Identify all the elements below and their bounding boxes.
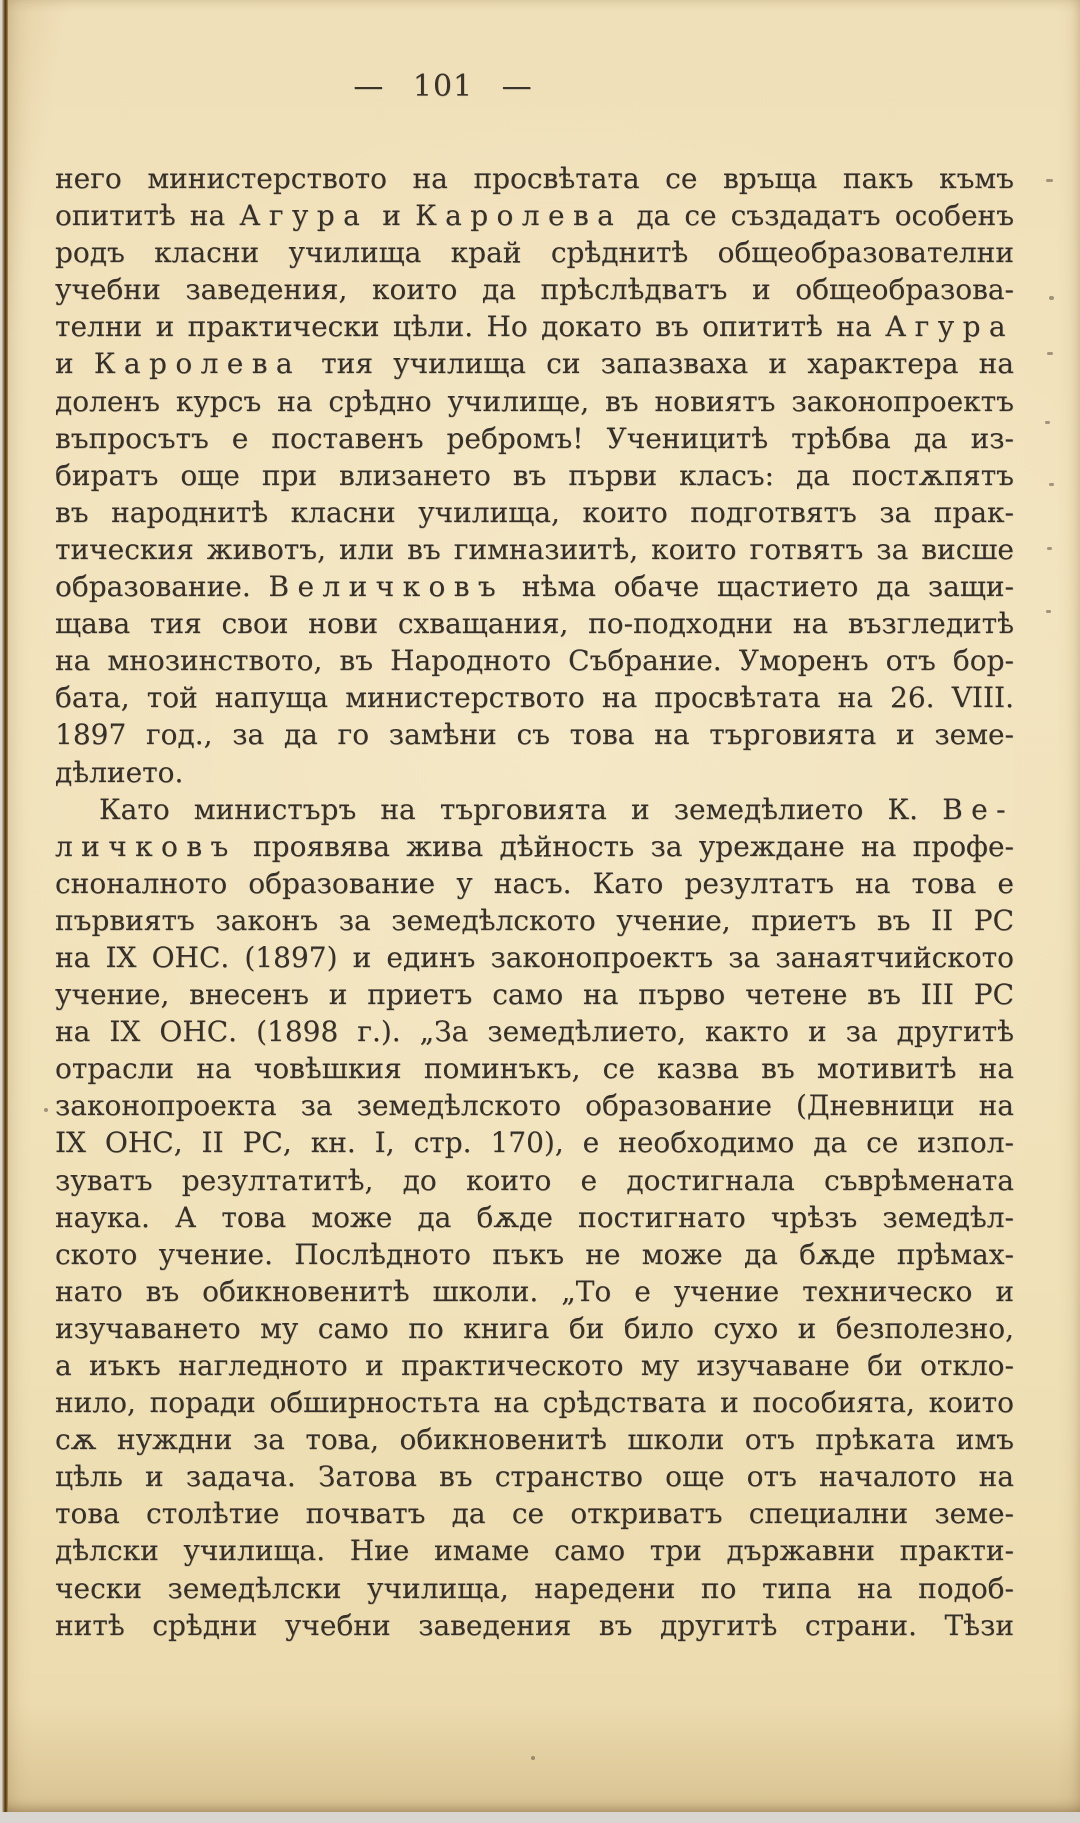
text-line: [55, 1607, 1014, 1644]
text-segment: телни и практически цѣли. Но докато въ опититѣ на: [55, 310, 886, 344]
text-segment: зуватъ резултатитѣ, до които е достигнала съврѣмената: [55, 1163, 1014, 1197]
text-line: [55, 902, 1014, 939]
text-segment: дѣлието.: [55, 755, 184, 789]
text-segment: чески земедѣлски училища, наредени по типа на подоб-: [55, 1571, 1014, 1605]
text-segment: да се създадатъ особенъ: [622, 199, 1015, 233]
text-line: [55, 865, 1014, 902]
scan-speck: [44, 1108, 48, 1112]
text-line: [55, 1236, 1014, 1273]
text-line: [55, 1162, 1014, 1199]
text-segment: сноналното образование у насъ. Като резултатъ на това е: [55, 866, 1014, 900]
scan-speck: [531, 1756, 535, 1760]
text-line: [55, 160, 1014, 197]
text-segment: тия училища си запазваха и характера на: [301, 347, 1015, 381]
scan-speck: [1047, 547, 1052, 550]
text-line: [55, 1273, 1014, 1310]
text-segment: нило, поради обширностьта на срѣдствата и пособията, които: [55, 1386, 1014, 1420]
page-text: [55, 160, 1014, 1644]
text-segment: на IX ОНС. (1898 г.). „За земедѣлието, както и за другитѣ: [55, 1015, 1014, 1049]
text-line: [55, 1570, 1014, 1607]
text-segment: въ народнитѣ класни училища, които подготвятъ за прак-: [55, 495, 1014, 529]
letterspaced-name: Ве-: [942, 792, 1014, 826]
text-line: [55, 383, 1014, 420]
text-segment: законопроекта за земедѣлското образование (Дневници на: [55, 1089, 1014, 1123]
scan-speck: [1046, 179, 1053, 182]
text-segment: първиятъ законъ за земедѣлското учение, приетъ въ II РС: [55, 903, 1014, 937]
text-line: [55, 308, 1014, 345]
text-segment: на мнозинството, въ Народното Събрание. Уморенъ отъ бор-: [55, 644, 1014, 678]
text-line: [55, 345, 1014, 382]
text-segment: тическия животъ, или въ гимназиитѣ, които готвятъ за висше: [55, 532, 1014, 566]
text-segment: а иъкъ нагледното и практическото му изучаване би откло-: [55, 1349, 1014, 1382]
text-line: [55, 234, 1014, 271]
text-segment: родъ класни училища край срѣднитѣ общеобразователни: [55, 236, 1014, 270]
text-segment: дѣлски училища. Ние имаме само три държавни практи-: [55, 1534, 1014, 1568]
letterspaced-name: Агура: [239, 199, 369, 233]
letterspaced-name: Каролева: [415, 199, 623, 233]
text-segment: изучаването му само по книга би било сухо и безполезно,: [55, 1311, 1014, 1345]
text-segment: щава тия свои нови схващания, по-подходни на възгледитѣ: [55, 607, 1014, 641]
text-line: [55, 605, 1014, 642]
text-segment: 1897 год., за да го замѣни съ това на търговията и земе-: [55, 718, 1014, 752]
text-segment: ското учение. Послѣдното пъкъ не може да бѫде прѣмах-: [55, 1237, 1014, 1271]
text-line: [55, 457, 1014, 494]
text-segment: биратъ още при влизането въ първи класъ: да постѫпятъ: [55, 458, 1014, 492]
text-segment: това столѣтие почватъ да се откриватъ специални земе-: [55, 1497, 1014, 1531]
scan-speck: [1047, 352, 1053, 355]
text-line: [55, 1050, 1014, 1087]
text-segment: цѣль и задача. Затова въ странство още отъ началото на: [55, 1460, 1014, 1494]
book-page-paper: [2, 0, 1080, 1812]
text-segment: сѫ нуждни за това, обикновенитѣ школи отъ прѣката имъ: [55, 1423, 1014, 1457]
text-line: [55, 197, 1014, 234]
text-line: [55, 754, 1014, 791]
text-line: [55, 568, 1014, 605]
scan-speck: [1049, 296, 1054, 300]
text-segment: наука. А това може да бѫде постигнато чрѣзъ земедѣл-: [55, 1200, 1014, 1234]
text-line: [55, 1087, 1014, 1124]
letterspaced-name: Агура: [885, 310, 1014, 344]
book-spine-shadow: [2, 0, 8, 1812]
text-line: [55, 1421, 1014, 1458]
text-segment: въпросътъ е поставенъ ребромъ! Ученицитѣ трѣбва да из-: [55, 421, 1014, 455]
text-segment: на IX ОНС. (1897) и единъ законопроектъ за занаятчийското: [55, 940, 1014, 974]
text-line: [55, 1458, 1014, 1495]
text-segment: учебни заведения, които да прѣслѣдватъ и общеобразова-: [55, 273, 1014, 307]
text-segment: учение, внесенъ и приетъ само на първо четене въ III РС: [55, 978, 1014, 1012]
text-line: [55, 271, 1014, 308]
text-segment: опититѣ на: [55, 199, 240, 233]
text-line: [55, 716, 1014, 753]
text-segment: IX ОНС, II РС, кн. I, стр. 170), е необходимо да се изпол-: [55, 1126, 1014, 1160]
scan-speck: [1046, 610, 1051, 613]
text-segment: Като министъръ на търговията и земедѣлието К.: [99, 792, 943, 826]
text-line: [55, 1495, 1014, 1532]
text-line: [55, 1310, 1014, 1347]
text-segment: нато въ обикновенитѣ школи. „То е учение техническо и: [55, 1274, 1014, 1308]
text-segment: и: [55, 347, 94, 381]
text-line: [55, 494, 1014, 531]
text-line: [55, 939, 1014, 976]
letterspaced-name: Величковъ: [268, 570, 505, 604]
text-segment: нѣма обаче щастието да защи-: [504, 570, 1014, 604]
text-line: [55, 531, 1014, 568]
text-line: [55, 1384, 1014, 1421]
page-number: — 101 —: [353, 69, 533, 104]
text-segment: отрасли на човѣшкия поминъкъ, се казва въ мотивитѣ на: [55, 1052, 1014, 1086]
letterspaced-name: личковъ: [55, 829, 237, 863]
text-line: [55, 1013, 1014, 1050]
text-line: [55, 828, 1014, 865]
text-line: [55, 976, 1014, 1013]
scan-speck: [1045, 421, 1050, 424]
text-segment: образование.: [55, 570, 269, 604]
text-line: [55, 642, 1014, 679]
scan-speck: [1049, 483, 1054, 486]
text-segment: нитѣ срѣдни учебни заведения въ другитѣ страни. Тѣзи: [55, 1608, 1014, 1642]
text-line: [55, 1199, 1014, 1236]
text-segment: него министерството на просвѣтата се връща пакъ къмъ: [55, 162, 1014, 195]
text-segment: бата, той напуща министерството на просвѣтата на 26. VIII.: [55, 681, 1014, 715]
text-segment: и: [368, 199, 416, 233]
text-line: [55, 1347, 1014, 1384]
letterspaced-name: Каролева: [93, 347, 302, 381]
text-segment: проявява жива дѣйность за уреждане на профе-: [236, 829, 1014, 863]
text-line: [55, 1124, 1014, 1161]
text-line: [55, 679, 1014, 716]
text-line: [55, 420, 1014, 457]
text-line: [55, 791, 1014, 828]
text-segment: доленъ курсъ на срѣдно училище, въ новиятъ законопроектъ: [55, 384, 1014, 418]
text-line: [55, 1532, 1014, 1569]
